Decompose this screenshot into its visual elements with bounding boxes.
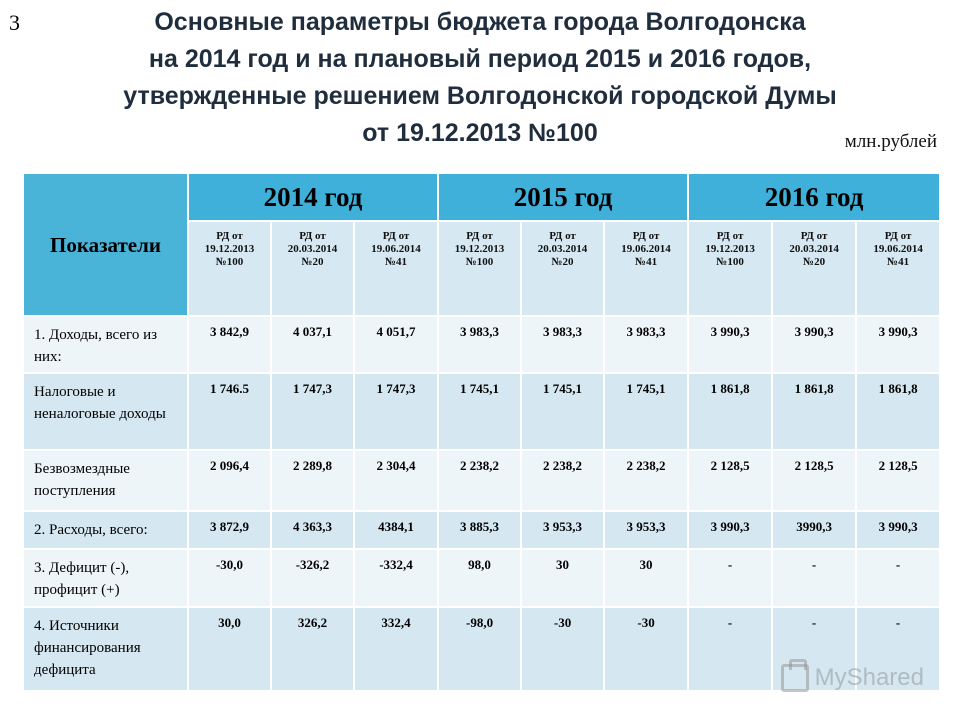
value-cell: 3 872,9 (188, 511, 271, 549)
row-label: Безвозмездные поступления (23, 450, 188, 511)
value-cell: 3 842,9 (188, 316, 271, 373)
row-label: 4. Источники финансирования дефицита (23, 607, 188, 691)
table-row (23, 450, 940, 511)
year-2014-header: 2014 год (188, 173, 438, 221)
value-cell: 2 238,2 (604, 450, 688, 511)
decision-header-line: РД от (716, 230, 744, 242)
value-cell: - (772, 607, 856, 691)
decision-header-line: РД от (216, 230, 243, 242)
value-cell: 1 746.5 (188, 373, 271, 450)
decision-header (688, 221, 772, 316)
value-cell: 3 983,3 (521, 316, 604, 373)
decision-header-line: 19.06.2014 (621, 243, 671, 255)
decision-header (604, 221, 688, 316)
row-label: Налоговые и неналоговые доходы (23, 373, 188, 450)
slide-number: 3 (9, 10, 20, 35)
row-label: 2. Расходы, всего: (23, 511, 188, 549)
value-cell: -30 (521, 607, 604, 691)
decision-header (271, 221, 354, 316)
value-cell: 3 953,3 (604, 511, 688, 549)
year-2016-header: 2016 год (688, 173, 940, 221)
watermark-text: MyShared (814, 664, 924, 691)
value-cell: 4 051,7 (354, 316, 438, 373)
value-cell: - (688, 607, 772, 691)
value-cell: 326,2 (271, 607, 354, 691)
value-cell: 2 096,4 (188, 450, 271, 511)
value-cell: 1 861,8 (772, 373, 856, 450)
value-cell: 3 990,3 (688, 511, 772, 549)
decision-header-line: №100 (215, 256, 244, 268)
value-cell: 332,4 (354, 607, 438, 691)
value-cell: - (772, 549, 856, 607)
decision-header-line: 20.03.2014 (287, 243, 338, 255)
decision-header-line: 20.03.2014 (789, 243, 839, 255)
decision-header-line: №41 (635, 256, 658, 268)
decision-header-line: №100 (716, 256, 744, 268)
value-cell: 3 983,3 (604, 316, 688, 373)
decision-header-line: №100 (465, 256, 494, 268)
value-cell: 1 861,8 (856, 373, 940, 450)
decision-header-line: №20 (551, 256, 574, 268)
value-cell: 1 861,8 (688, 373, 772, 450)
value-cell: 2 128,5 (772, 450, 856, 511)
decision-header-line: РД от (800, 230, 828, 242)
row-label: 1. Доходы, всего из них: (23, 316, 188, 373)
decision-header-line: №41 (384, 256, 408, 268)
table-row (23, 511, 940, 549)
value-cell: 2 128,5 (856, 450, 940, 511)
value-cell: 2 238,2 (438, 450, 521, 511)
page-title (40, 4, 920, 152)
decision-header-line: №20 (301, 256, 324, 268)
table-row (23, 316, 940, 373)
decision-header-line: №41 (887, 256, 910, 268)
value-cell: 1 745,1 (438, 373, 521, 450)
bag-icon (781, 664, 809, 692)
budget-table (22, 172, 941, 692)
title-line-1: Основные параметры бюджета города Волгодонска (154, 8, 806, 36)
table-row (23, 373, 940, 450)
value-cell: 1 747,3 (271, 373, 354, 450)
value-cell: 3 990,3 (688, 316, 772, 373)
title-line-2: на 2014 год и на плановый период 2015 и 2016 годов, (148, 45, 812, 73)
table-body (23, 316, 940, 691)
value-cell: -326,2 (271, 549, 354, 607)
value-cell: - (688, 549, 772, 607)
decision-header (188, 221, 271, 316)
decision-header-line: 19.12.2013 (204, 243, 255, 255)
value-cell: 2 128,5 (688, 450, 772, 511)
value-cell: 4 363,3 (271, 511, 354, 549)
value-cell: 3 953,3 (521, 511, 604, 549)
value-cell: 1 745,1 (521, 373, 604, 450)
indicators-header: Показатели (23, 173, 188, 316)
decision-header-line: РД от (382, 230, 410, 242)
table-row (23, 549, 940, 607)
value-cell: - (856, 549, 940, 607)
value-cell: 30 (604, 549, 688, 607)
decision-header-line: 19.06.2014 (371, 243, 421, 255)
decision-header-line: №20 (803, 256, 826, 268)
value-cell: -30 (604, 607, 688, 691)
value-cell: 3 885,3 (438, 511, 521, 549)
decision-header-line: РД от (299, 230, 326, 242)
decision-header (772, 221, 856, 316)
decision-header-line: 20.03.2014 (537, 243, 588, 255)
year-2015-header: 2015 год (438, 173, 688, 221)
value-cell: -98,0 (438, 607, 521, 691)
value-cell: 30,0 (188, 607, 271, 691)
decision-header (856, 221, 940, 316)
value-cell: -30,0 (188, 549, 271, 607)
value-cell: 1 747,3 (354, 373, 438, 450)
value-cell: 4384,1 (354, 511, 438, 549)
value-cell: 4 037,1 (271, 316, 354, 373)
value-cell: 1 745,1 (604, 373, 688, 450)
title-line-3: утвержденные решением Волгодонской городской Думы (123, 82, 837, 110)
value-cell: 98,0 (438, 549, 521, 607)
value-cell: 2 304,4 (354, 450, 438, 511)
decision-header (354, 221, 438, 316)
watermark (781, 664, 924, 692)
value-cell: 2 289,8 (271, 450, 354, 511)
value-cell: 3 990,3 (856, 511, 940, 549)
value-cell: 3 983,3 (438, 316, 521, 373)
value-cell: 2 238,2 (521, 450, 604, 511)
decision-header-line: 19.12.2013 (705, 243, 755, 255)
year-header-row (23, 173, 940, 221)
decision-header-line: РД от (466, 230, 493, 242)
decision-header-line: 19.06.2014 (873, 243, 923, 255)
value-cell: 3 990,3 (772, 316, 856, 373)
decision-header-line: 19.12.2013 (454, 243, 505, 255)
decision-header-line: РД от (884, 230, 912, 242)
value-cell: 3990,3 (772, 511, 856, 549)
value-cell: -332,4 (354, 549, 438, 607)
title-line-4: от 19.12.2013 №100 (362, 119, 598, 147)
units-label: млн.рублей (844, 131, 937, 152)
decision-header-line: РД от (632, 230, 660, 242)
value-cell: - (856, 607, 940, 691)
row-label: 3. Дефицит (-), профицит (+) (23, 549, 188, 607)
decision-header (438, 221, 521, 316)
decision-header (521, 221, 604, 316)
value-cell: 3 990,3 (856, 316, 940, 373)
decision-header-line: РД от (549, 230, 576, 242)
value-cell: 30 (521, 549, 604, 607)
